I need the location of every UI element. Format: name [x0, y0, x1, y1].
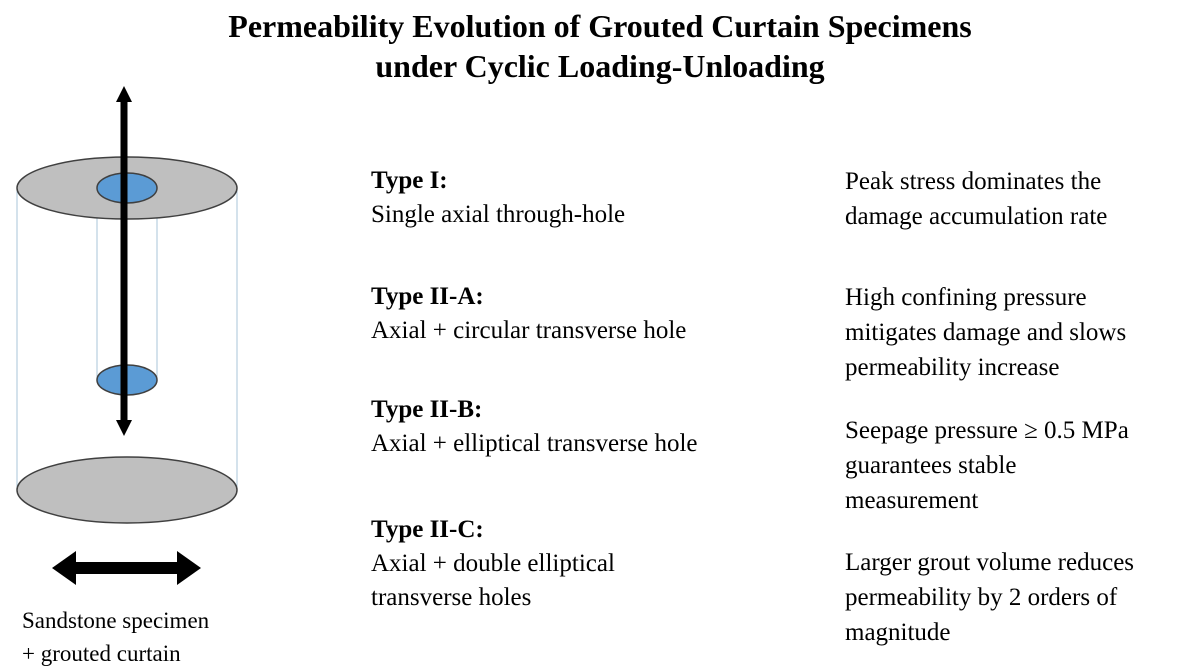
caption-line-1: Sandstone specimen [22, 608, 210, 633]
type-iia-description: Axial + circular transverse hole [371, 317, 687, 344]
type-i-title: Type I: [371, 167, 448, 194]
type-iia-effect-line-2: mitigates damage and slows [845, 319, 1127, 346]
specimen-figure [0, 0, 260, 672]
type-iic-block [371, 513, 615, 615]
type-iic-title: Type II-C: [371, 516, 484, 543]
type-iia-title: Type II-A: [371, 283, 484, 310]
axial-load-arrowhead-up [116, 86, 132, 102]
type-i-effect-line-1: Peak stress dominates the [845, 168, 1102, 195]
type-iia-effect-line-1: High confining pressure [845, 284, 1087, 311]
axial-load-arrowhead-down [116, 420, 132, 436]
type-i-description: Single axial through-hole [371, 201, 626, 228]
type-iib-description: Axial + elliptical transverse hole [371, 430, 698, 457]
type-i-effect [845, 164, 1107, 234]
type-iia-effect-line-3: permeability increase [845, 354, 1060, 381]
type-iib-effect-line-3: measurement [845, 487, 979, 514]
bottom-end-face [17, 457, 237, 523]
type-iia-effect [845, 280, 1126, 385]
confining-arrowhead-right [177, 551, 201, 585]
type-iic-description-line-2: transverse holes [371, 584, 532, 611]
confining-arrowhead-left [52, 551, 76, 585]
title-line-2: under Cyclic Loading-Unloading [375, 48, 825, 84]
type-iic-effect-line-3: magnitude [845, 619, 951, 646]
type-iib-title: Type II-B: [371, 396, 483, 423]
title-line-1: Permeability Evolution of Grouted Curtain Specimens [228, 8, 972, 44]
type-i-block [371, 164, 625, 232]
type-iib-effect-line-1: Seepage pressure ≥ 0.5 MPa [845, 417, 1129, 444]
type-iib-effect [845, 413, 1129, 518]
type-iib-block [371, 393, 698, 461]
type-iic-effect [845, 545, 1134, 650]
specimen-caption [22, 604, 262, 670]
type-i-effect-line-2: damage accumulation rate [845, 203, 1108, 230]
type-iia-block [371, 280, 686, 348]
type-iic-effect-line-1: Larger grout volume reduces [845, 549, 1135, 576]
type-iic-effect-line-2: permeability by 2 orders of [845, 584, 1118, 611]
type-iib-effect-line-2: guarantees stable [845, 452, 1017, 479]
type-iic-description-line-1: Axial + double elliptical [371, 550, 615, 577]
caption-line-2: + grouted curtain [22, 641, 181, 666]
